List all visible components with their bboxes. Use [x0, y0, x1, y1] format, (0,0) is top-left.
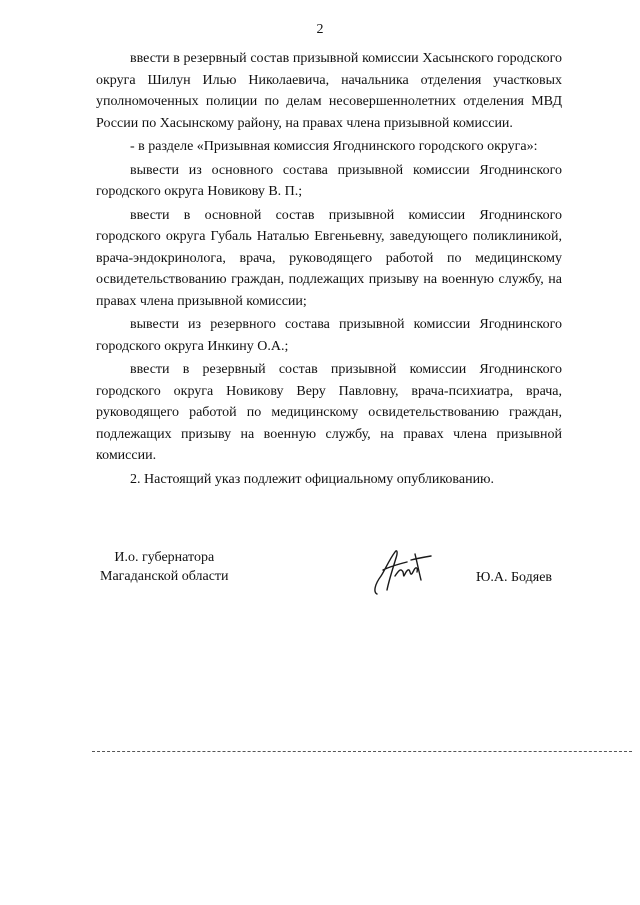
signer-name: Ю.А. Бодяев	[476, 570, 553, 585]
document-body	[96, 48, 562, 492]
paragraph-add-reserve: ввести в резервный состав призывной комиссии Ягоднинского городского округа Новикову Веру Павловну, врача-психиатра, врача, руководящего работой по медицинскому освидетельствованию граждан, подлежащих призыву на военную службу, на правах члена призывной комиссии.	[96, 362, 562, 463]
paragraph-publication: 2. Настоящий указ подлежит официальному опубликованию.	[130, 471, 495, 487]
footer-divider	[92, 751, 632, 752]
signer-title-line2: Магаданской области	[100, 569, 229, 584]
paragraph-khasyn-reserve: ввести в резервный состав призывной комиссии Хасынского городского округа Шилун Илью Николаевича, начальника отделения участковых уполномоченных полиции по делам несовершеннолетних отделения МВД России по Хасынскому району, на правах члена призывной комиссии.	[96, 51, 562, 131]
signer-title	[100, 548, 229, 586]
paragraph-remove-main: вывести из основного состава призывной комиссии Ягоднинского городского округа Новикову В. П.;	[96, 162, 562, 199]
paragraph-add-main: ввести в основной состав призывной комиссии Ягоднинского городского округа Губаль Наталью Евгеньевну, заведующего поликлиникой, врача-эндокринолога, врача, руководящего работой по медицинскому освидетельствованию граждан, подлежащих призыву на военную службу, на правах члена призывной комиссии;	[96, 207, 562, 309]
signature-block	[0, 548, 640, 608]
paragraph-section-yagodnoe: - в разделе «Призывная комиссия Ягоднинского городского округа»:	[130, 139, 538, 154]
page-number: 2	[316, 22, 324, 37]
handwritten-signature	[365, 546, 435, 598]
paragraph-remove-reserve: вывести из резервного состава призывной комиссии Ягоднинского городского округа Инкину О.А.;	[96, 317, 562, 354]
signer-title-line1: И.о. губернатора	[114, 550, 215, 565]
